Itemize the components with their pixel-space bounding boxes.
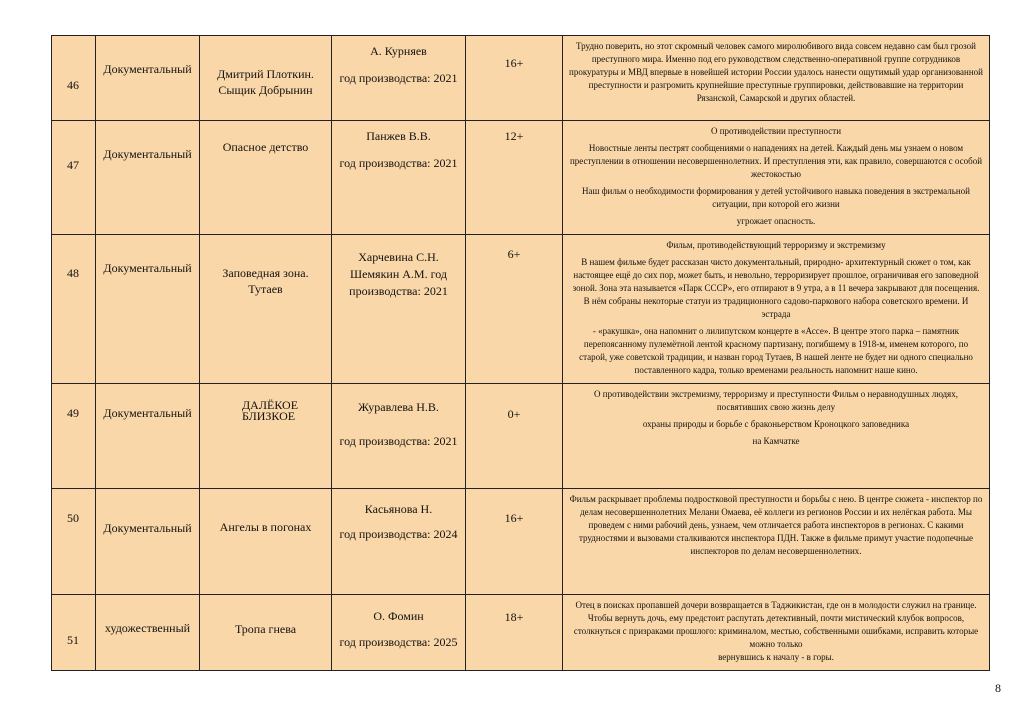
author: О. Фомин — [373, 609, 424, 623]
author: Панжев В.В. — [366, 129, 431, 143]
age-rating: 0+ — [507, 407, 521, 421]
description-paragraph: Фильм раскрывает проблемы подростковой преступности и борьбы с нею. В центре сюжета - инспектор по делам несовершеннолетних Мелани Омаева, её коллеги из регионов России и их нелёгкая работа. Мы проведем с ними рабочий день, узнаем, чем отличается работа инспекторов в регионах. С какими трудностями и вызовами сталкиваются инспектора ПДН. Также в фильме примут участие подопечные инспекторов по делам несовершеннолетних. — [569, 494, 983, 556]
description-paragraph: - «ракушка», она напомнит о лилипутском концерте в «Ассе». В центре этого парка – памятник перепоясанному пулемётной лентой красному партизану, погибшему в 1918-м, именем которого, по старой, уже советской традиции, и назван город Тутаев, В нашей ленте не будет ни одного специально поставленного кадра, только временами реальность напомнит наше кино. — [579, 326, 973, 375]
description-paragraph: О противодействии преступности — [710, 126, 842, 136]
description-paragraph: на Камчатке — [752, 436, 800, 446]
table-row — [52, 384, 990, 489]
description-paragraph: О противодействии экстремизму, терроризму и преступности Фильм о неравнодушных людях, посвятивших свою жизнь делу — [594, 389, 958, 412]
genre: Документальный — [103, 521, 192, 535]
description-paragraph: Трудно поверить, но этот скромный человек самого миролюбивого вида совсем недавно сам был грозой преступного мира. Именно под его руководством следственно-оперативной группе сотрудников прокуратуры и МВД впервые в новейшей истории России удалось нанести ощутимый удар организованной преступности и разгромить крупнейшие преступные группировки, действовавшие на территории Рязанской, Самарской и других областей. — [569, 41, 983, 103]
genre: художественный — [104, 621, 191, 635]
genre: Документальный — [103, 261, 192, 275]
table-row — [52, 489, 990, 595]
description-paragraph: Новостные ленты пестрят сообщениями о нападениях на детей. Каждый день мы узнаем о новом преступлении в отношении несовершеннолетних. И преступления эти, как правило, совершаются с особой жестокостью — [569, 143, 983, 179]
age-rating: 12+ — [504, 129, 524, 143]
row-number: 51 — [67, 633, 79, 647]
film-title: Дмитрий Плоткин. Сыщик Добрынин — [217, 67, 314, 97]
age-rating: 16+ — [504, 56, 524, 70]
row-number: 50 — [67, 511, 79, 525]
production-year: год производства: 2025 — [339, 635, 458, 649]
row-number: 49 — [67, 406, 79, 420]
age-rating: 6+ — [507, 247, 521, 261]
description-paragraph: охраны природы и борьбе с браконьерством Кроноцкого заповедника — [642, 419, 910, 429]
production-year: год производства: 2024 — [339, 527, 458, 541]
genre: Документальный — [103, 62, 192, 76]
production-year: год производства: 2021 — [339, 71, 458, 85]
author: Касьянова Н. — [364, 502, 433, 516]
description-paragraph: вернувшись к началу - в горы. — [718, 652, 834, 662]
films-table — [51, 35, 990, 671]
author: Журавлева Н.В. — [358, 400, 439, 414]
film-title: Тропа гнева — [234, 622, 297, 636]
author: А. Курняев — [370, 44, 427, 58]
film-title: Заповедная зона. Тутаев — [222, 266, 309, 296]
film-title: Ангелы в погонах — [219, 520, 312, 534]
table-row — [52, 595, 990, 671]
row-number: 46 — [67, 78, 79, 92]
author: Харчевина С.Н. Шемякин А.М. год производства: 2021 — [349, 250, 448, 298]
age-rating: 16+ — [504, 511, 524, 525]
film-title: ДАЛЁКОЕ БЛИЗКОЕ — [242, 398, 299, 423]
table-row — [52, 121, 990, 235]
table-row — [52, 36, 990, 121]
production-year: год производства: 2021 — [339, 434, 458, 448]
genre: Документальный — [103, 406, 192, 420]
description-paragraph: угрожает опасность. — [736, 216, 816, 226]
description-paragraph: Наш фильм о необходимости формирования у детей устойчивого навыка поведения в экстремальной ситуации, при которой его жизни — [582, 186, 970, 209]
table-row — [52, 235, 990, 384]
genre: Документальный — [103, 147, 192, 161]
description-paragraph: В нашем фильме будет рассказан чисто документальный, природно- архитектурный сюжет о том, как настоящее ещё до сих пор, может быть, и невольно, терроризирует прошлое, ограничивая его заповедной зоной. Зона эта называется «Парк СССР», его отпирают в 9 утра, а в 11 вечера закрывают для посещения. В нём собраны некоторые статуи из традиционного садово-паркового набора советского времени. И эстрада — [572, 257, 980, 319]
description-paragraph: Фильм, противодействующий терроризму и экстремизму — [666, 240, 886, 250]
production-year: год производства: 2021 — [339, 156, 458, 170]
film-title: Опасное детство — [222, 140, 309, 154]
age-rating: 18+ — [504, 610, 524, 624]
row-number: 48 — [67, 266, 79, 280]
page-number: 8 — [995, 681, 1001, 695]
description-paragraph: Отец в поисках пропавшей дочери возвращается в Таджикистан, где он в молодости служил на границе. Чтобы вернуть дочь, ему предстоит распутать детективный, почти мистический клубок вопросов, столкнуться с призраками прошлого: криминалом, местью, собственными ошибками, исправить которые можно только — [573, 600, 979, 649]
row-number: 47 — [67, 158, 79, 172]
